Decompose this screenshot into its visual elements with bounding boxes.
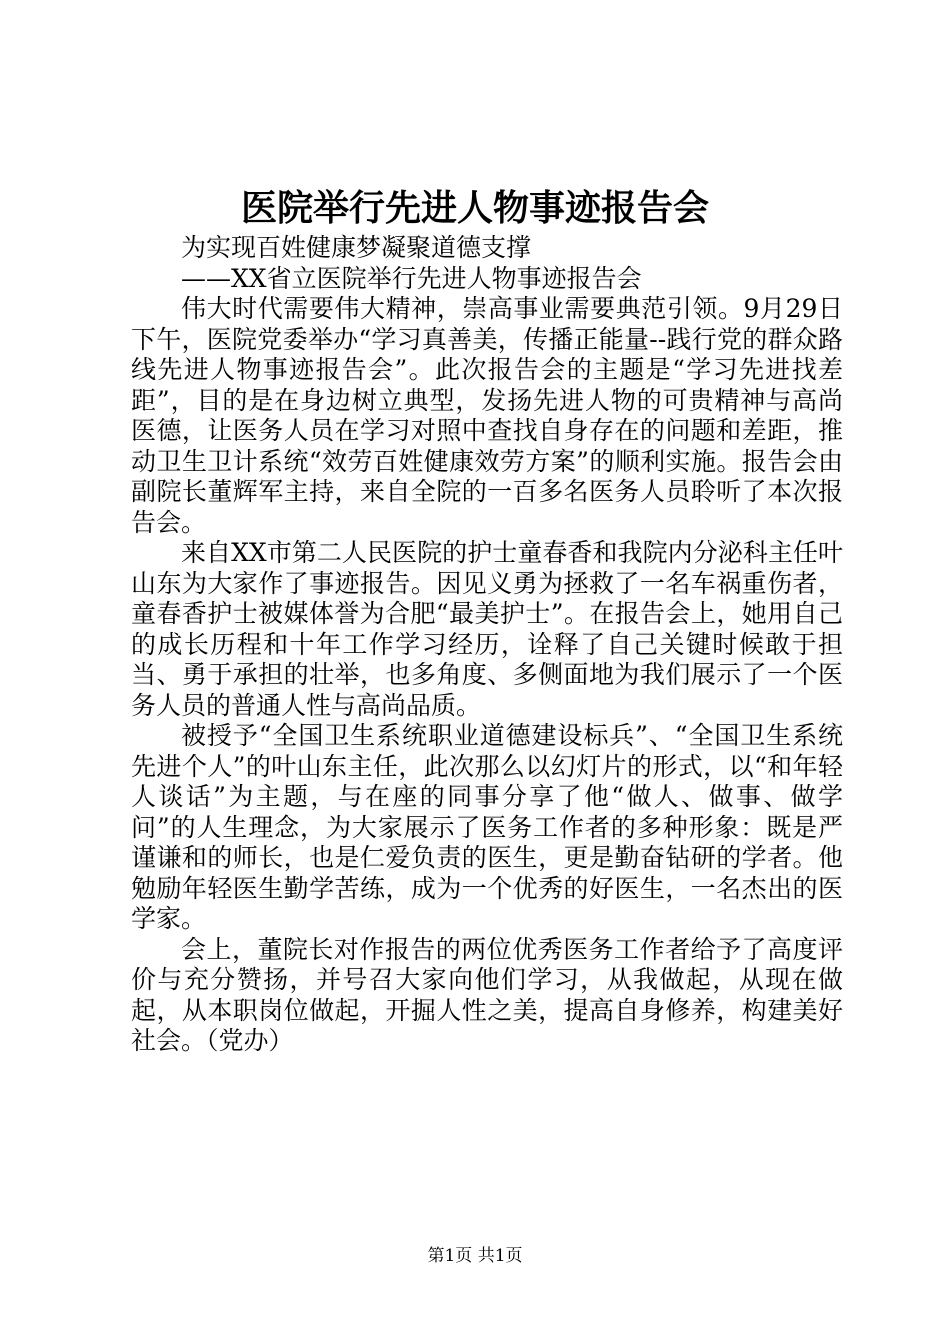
body-paragraph-4: 会上，董院长对作报告的两位优秀医务工作者给予了高度评价与充分赞扬，并号召大家向他们学习，从我做起，从现在做起，从本职岗位做起，开掘人性之美，提高自身修养，构建美好社会。（党办）	[131, 934, 843, 1055]
body-paragraph-1: 伟大时代需要伟大精神，崇高事业需要典范引领。9月29日下午，医院党委举办“学习真善美，传播正能量--践行党的群众路线先进人物事迹报告会”。此次报告会的主题是“学习先进找差距”，目的是在身边树立典型，发扬先进人物的可贵精神与高尚医德，让医务人员在学习对照中查找自身存在的问题和差距，推动卫生卫计系统“效劳百姓健康效劳方案”的顺利实施。报告会由副院长董辉军主持，来自全院的一百多名医务人员聆听了本次报告会。	[131, 294, 843, 537]
page-number-footer: 第1页 共1页	[427, 1246, 523, 1266]
document-body	[131, 233, 843, 1057]
subtitle-line: 为实现百姓健康梦凝聚道德支撑	[181, 233, 532, 262]
document-title: 医院举行先进人物事迹报告会	[240, 187, 709, 229]
body-paragraph-3: 被授予“全国卫生系统职业道德建设标兵”、“全国卫生系统先进个人”的叶山东主任，此次那么以幻灯片的形式，以“和年轻人谈话”为主题，与在座的同事分享了他“做人、做事、做学问”的人生理念，为大家展示了医务工作者的多种形象：既是严谨谦和的师长，也是仁爱负责的医生，更是勤奋钻研的学者。他勉励年轻医生勤学苦练，成为一个优秀的好医生，一名杰出的医学家。	[131, 721, 843, 933]
subtitle-line-2: ——XX省立医院举行先进人物事迹报告会	[181, 263, 642, 293]
body-paragraph-2: 来自XX市第二人民医院的护士童春香和我院内分泌科主任叶山东为大家作了事迹报告。因见义勇为拯救了一名车祸重伤者，童春香护士被媒体誉为合肥“最美护士”。在报告会上，她用自己的成长历程和十年工作学习经历，诠释了自己关键时候敢于担当、勇于承担的壮举，也多角度、多侧面地为我们展示了一个医务人员的普通人性与高尚品质。	[131, 538, 843, 720]
